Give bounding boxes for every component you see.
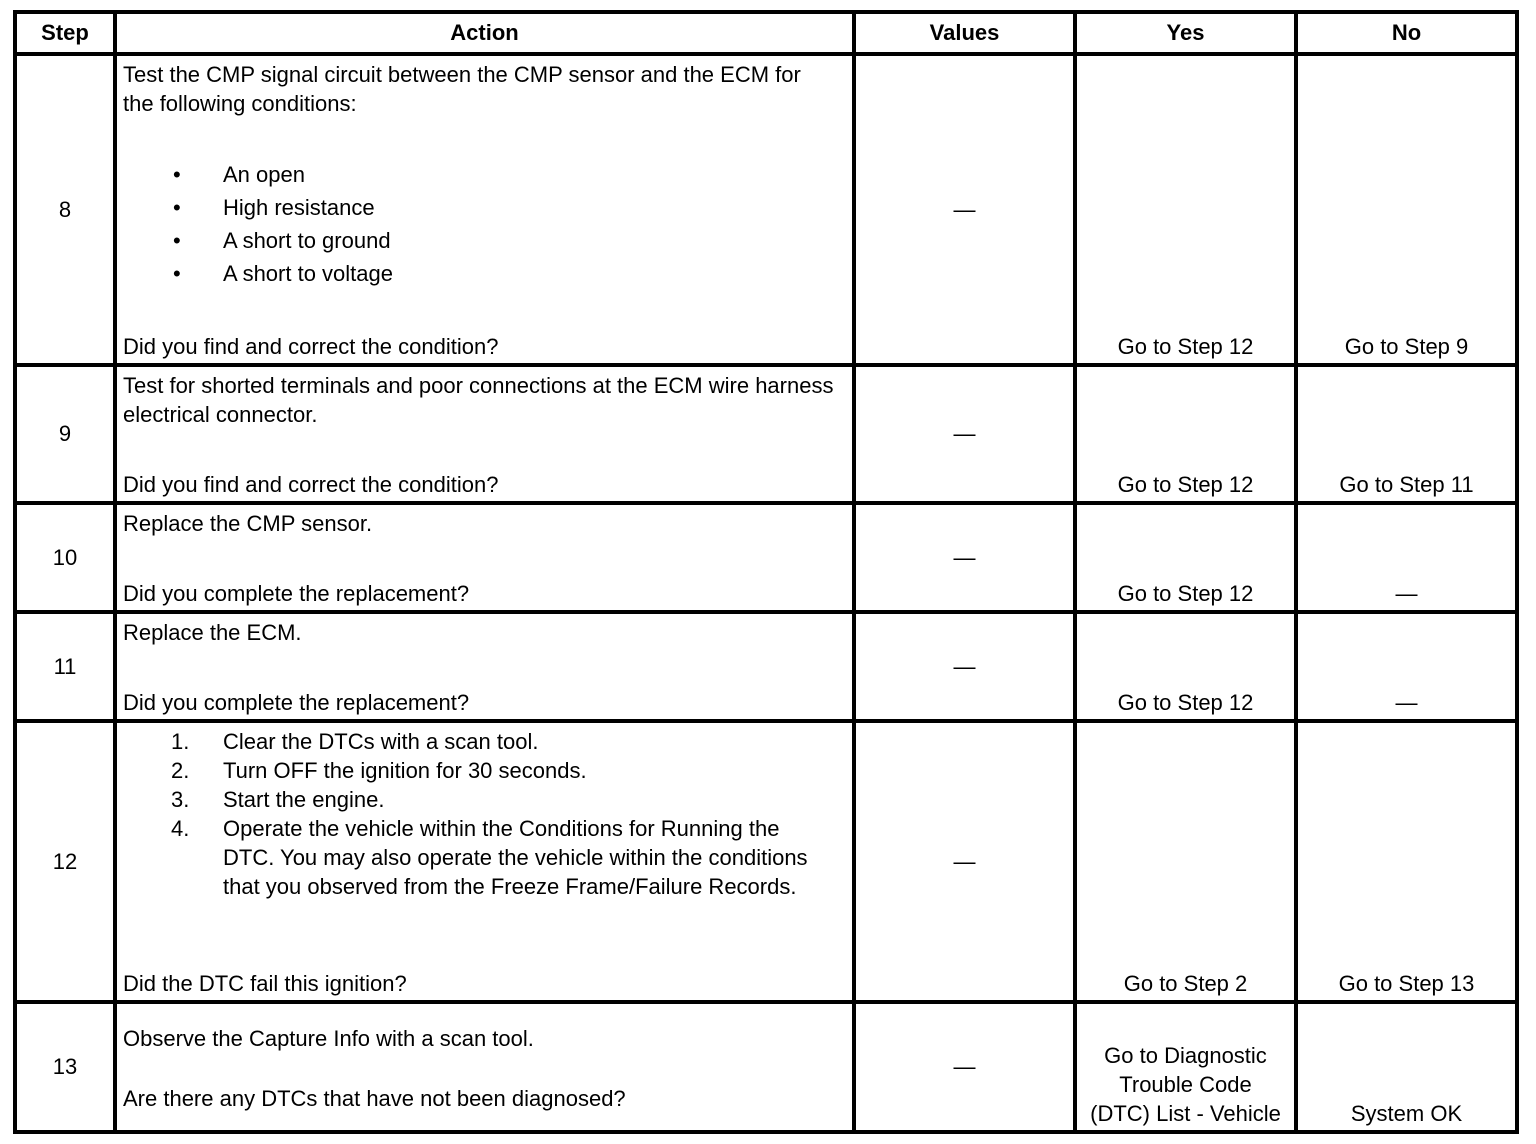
header-action: Action bbox=[115, 12, 854, 54]
list-item: • A short to voltage bbox=[123, 257, 846, 290]
step-number: 11 bbox=[15, 612, 115, 721]
header-row bbox=[15, 12, 1517, 54]
no-link[interactable]: Go to Step 11 bbox=[1296, 365, 1517, 503]
action-text: Replace the CMP sensor. bbox=[123, 511, 373, 536]
values-cell: — bbox=[854, 365, 1075, 503]
table-row-step-9 bbox=[15, 365, 1517, 503]
no-cell: — bbox=[1296, 612, 1517, 721]
action-cell bbox=[115, 54, 854, 365]
list-item: 1. Clear the DTCs with a scan tool. bbox=[171, 729, 539, 754]
action-cell bbox=[115, 1002, 854, 1132]
step-number: 10 bbox=[15, 503, 115, 612]
no-link[interactable]: Go to Step 9 bbox=[1296, 54, 1517, 365]
action-text: Test the CMP signal circuit between the CMP sensor and the ECM for the following conditions: bbox=[123, 62, 801, 116]
no-cell: System OK bbox=[1296, 1002, 1517, 1132]
table-row-step-10 bbox=[15, 503, 1517, 612]
values-cell: — bbox=[854, 612, 1075, 721]
yes-link[interactable]: Go to Step 12 bbox=[1075, 503, 1296, 612]
action-question: Did the DTC fail this ignition? bbox=[123, 971, 407, 996]
step-number: 8 bbox=[15, 54, 115, 365]
action-question: Are there any DTCs that have not been diagnosed? bbox=[123, 1085, 626, 1111]
action-text: Observe the Capture Info with a scan tool. bbox=[123, 1025, 534, 1051]
action-text: Test for shorted terminals and poor connections at the ECM wire harness electrical connector. bbox=[123, 373, 834, 427]
action-question: Did you find and correct the condition? bbox=[123, 472, 499, 497]
values-cell: — bbox=[854, 721, 1075, 1002]
step-number: 9 bbox=[15, 365, 115, 503]
header-step: Step bbox=[15, 12, 115, 54]
list-item: • High resistance bbox=[123, 191, 846, 224]
list-item: 4. Operate the vehicle within the Conditions for Running the DTC. You may also operate the vehicle within the conditions that you observed from the Freeze Frame/Failure Records. bbox=[171, 816, 808, 899]
list-item: 2. Turn OFF the ignition for 30 seconds. bbox=[171, 758, 587, 783]
header-yes: Yes bbox=[1075, 12, 1296, 54]
bullet-icon: • bbox=[173, 261, 181, 286]
table-row-step-11 bbox=[15, 612, 1517, 721]
values-cell: — bbox=[854, 1002, 1075, 1132]
bullet-icon: • bbox=[173, 162, 181, 187]
table-row-step-8 bbox=[15, 54, 1517, 365]
action-question: Did you complete the replacement? bbox=[123, 581, 470, 606]
action-cell bbox=[115, 721, 854, 1002]
bullet-icon: • bbox=[173, 228, 181, 253]
table-row-step-13 bbox=[15, 1002, 1517, 1132]
list-item: • A short to ground bbox=[123, 224, 846, 257]
yes-link[interactable]: Go to Step 12 bbox=[1075, 54, 1296, 365]
action-cell bbox=[115, 612, 854, 721]
no-link[interactable]: Go to Step 13 bbox=[1296, 721, 1517, 1002]
action-question: Did you complete the replacement? bbox=[123, 690, 470, 715]
diagnostic-table bbox=[13, 10, 1519, 1134]
yes-link[interactable]: Go to Step 12 bbox=[1075, 612, 1296, 721]
step-number: 12 bbox=[15, 721, 115, 1002]
yes-link[interactable]: Go to Diagnostic Trouble Code (DTC) List - Vehicle bbox=[1075, 1002, 1296, 1132]
yes-link[interactable]: Go to Step 2 bbox=[1075, 721, 1296, 1002]
no-cell: — bbox=[1296, 503, 1517, 612]
action-text: Replace the ECM. bbox=[123, 620, 302, 645]
step-number: 13 bbox=[15, 1002, 115, 1132]
table-row-step-12 bbox=[15, 721, 1517, 1002]
action-cell bbox=[115, 365, 854, 503]
bullet-icon: • bbox=[173, 195, 181, 220]
action-question: Did you find and correct the condition? bbox=[123, 334, 499, 359]
values-cell: — bbox=[854, 54, 1075, 365]
list-item: 3. Start the engine. bbox=[171, 787, 385, 812]
values-cell: — bbox=[854, 503, 1075, 612]
yes-link[interactable]: Go to Step 12 bbox=[1075, 365, 1296, 503]
header-values: Values bbox=[854, 12, 1075, 54]
procedure-list bbox=[123, 727, 846, 901]
condition-list bbox=[123, 158, 846, 290]
action-cell bbox=[115, 503, 854, 612]
list-item: • An open bbox=[123, 158, 846, 191]
header-no: No bbox=[1296, 12, 1517, 54]
